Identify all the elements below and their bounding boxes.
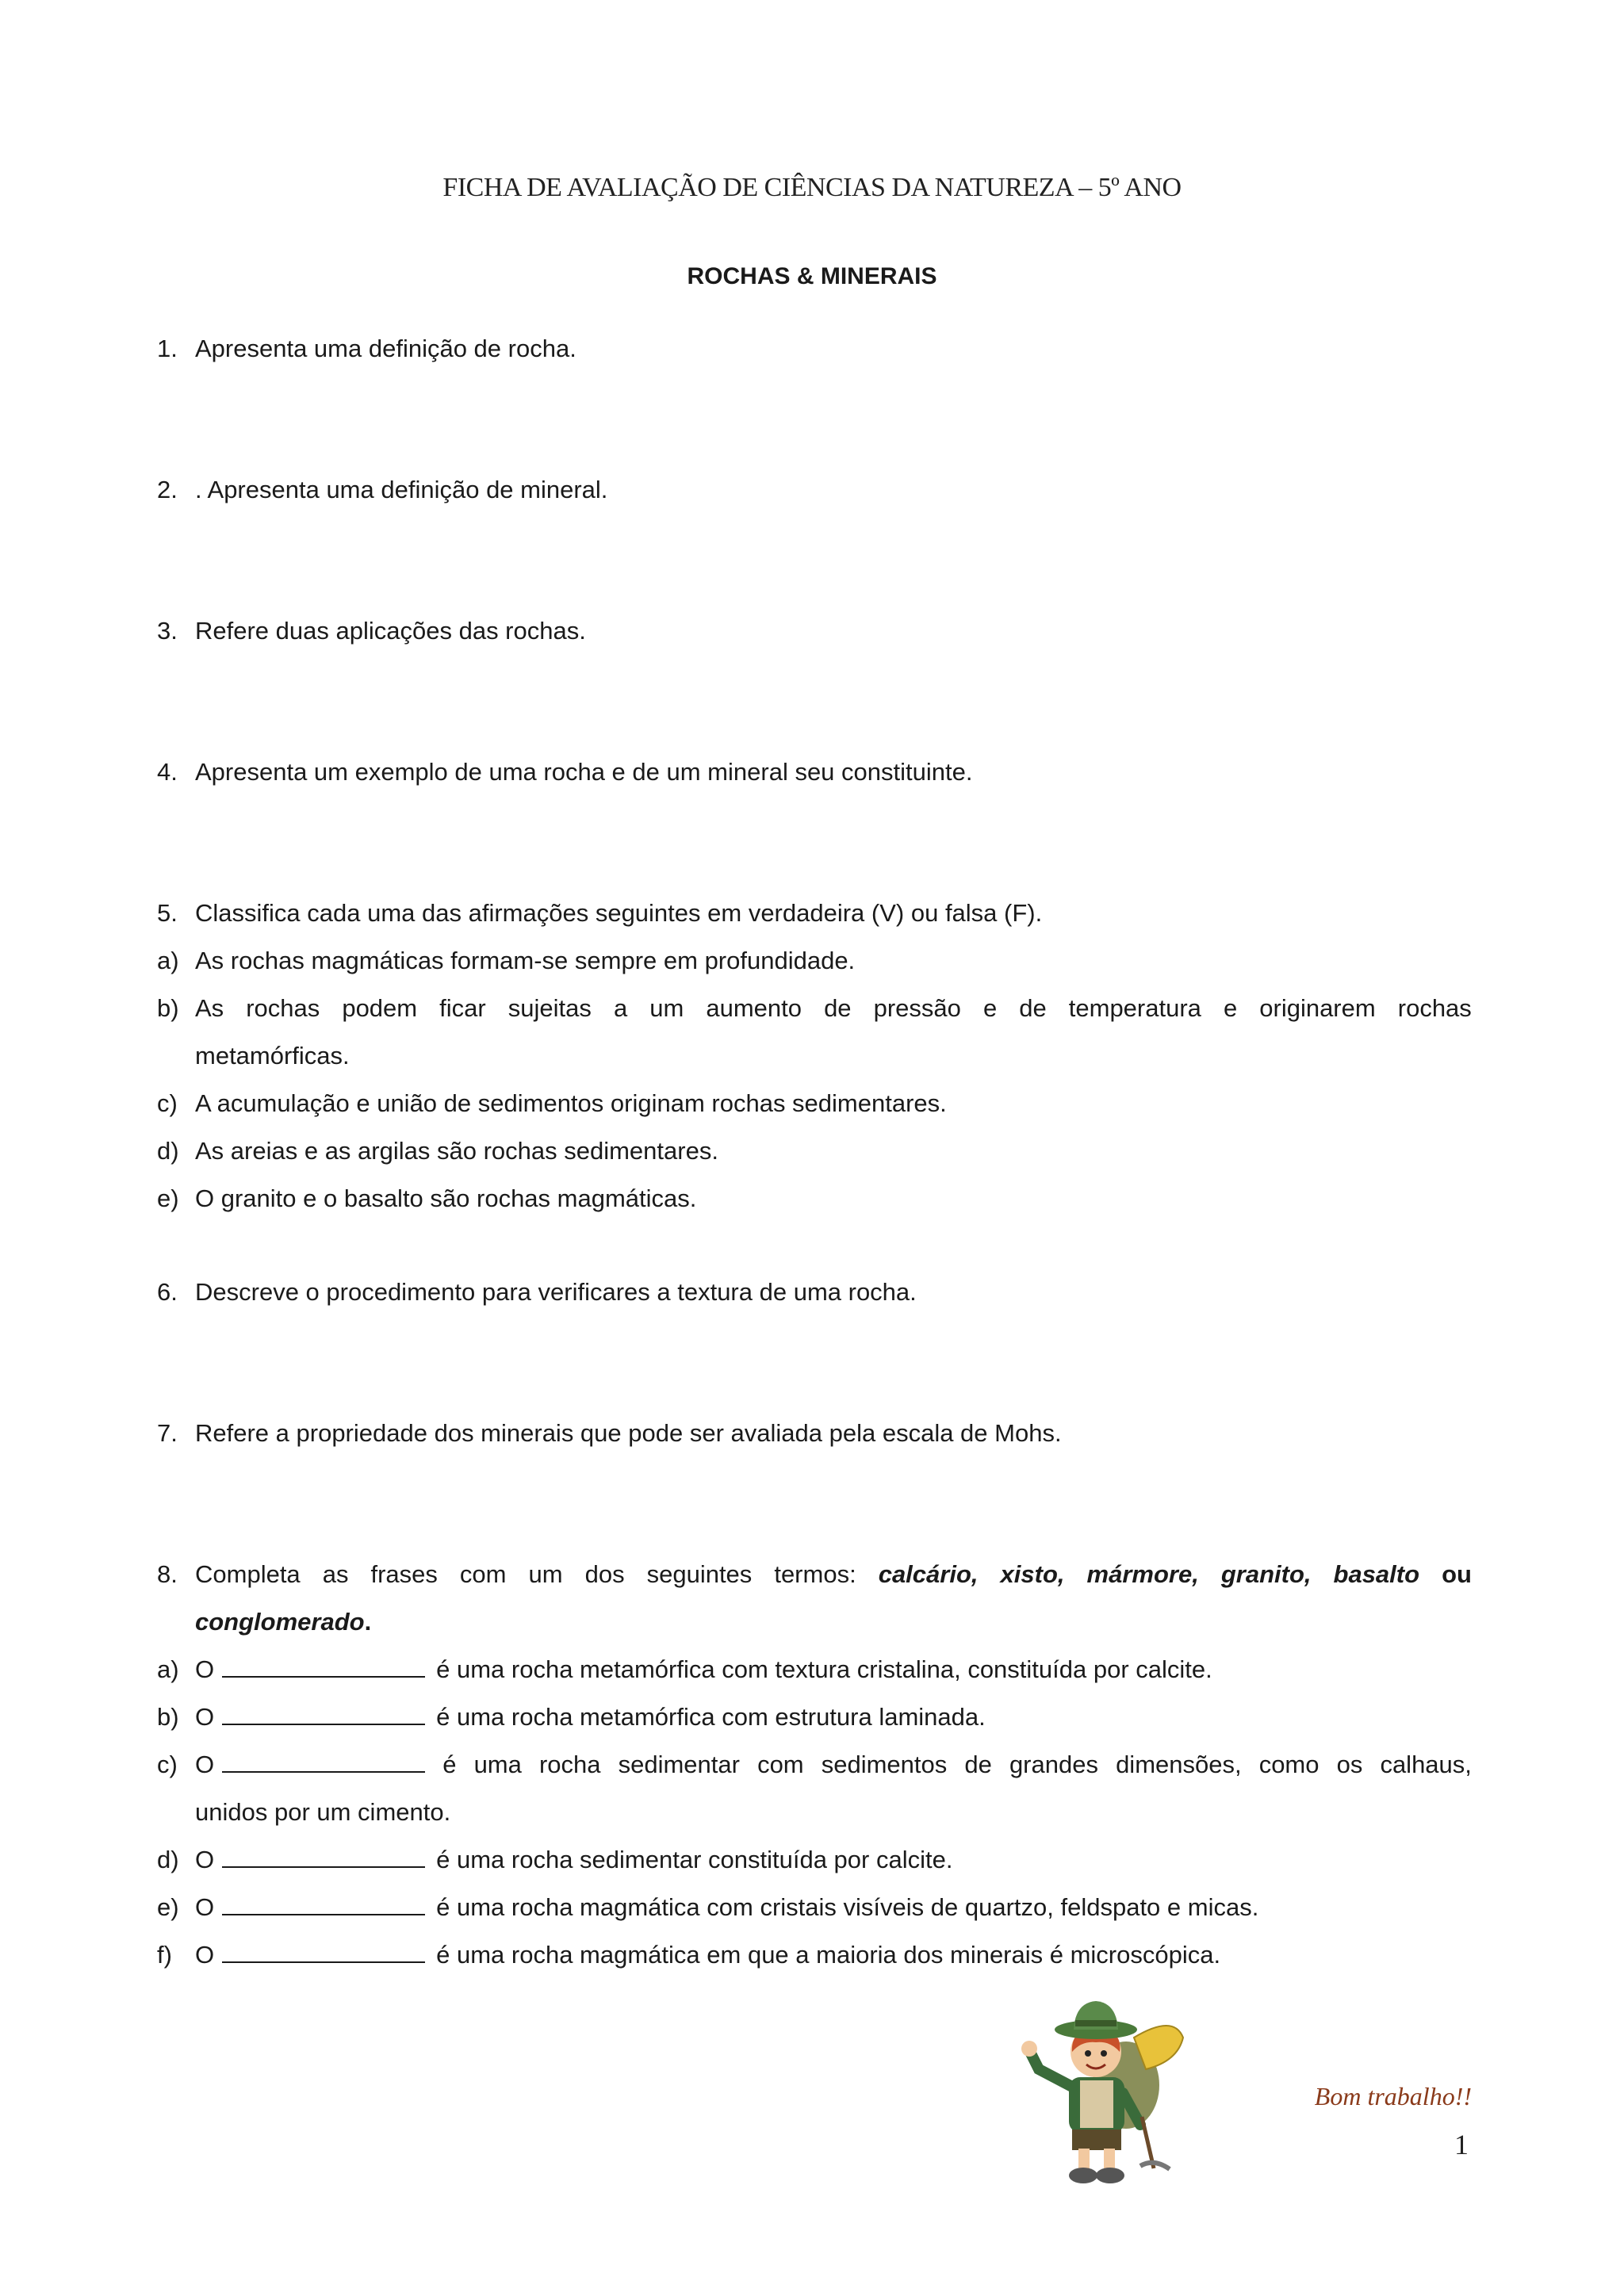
term: granito, <box>1220 1560 1312 1588</box>
sentence-text: unidos por um cimento. <box>195 1798 451 1826</box>
word: de <box>1019 994 1047 1022</box>
statement-text: O granito e o basalto são rochas magmáticas. <box>195 1184 697 1212</box>
sentence-text: é uma rocha metamórfica com estrutura laminada. <box>436 1703 986 1731</box>
article: O <box>195 1941 215 1969</box>
question-8-continued <box>195 1598 1472 1646</box>
answer-blank[interactable] <box>222 1652 425 1678</box>
word: os <box>1336 1751 1363 1778</box>
explorer-mascot-icon <box>1007 1982 1189 2188</box>
question-number: 3. <box>157 617 178 645</box>
article: O <box>195 1655 215 1683</box>
sentence-text <box>195 1741 1472 1789</box>
word <box>195 1741 425 1789</box>
statement-text: As areias e as argilas são rochas sedimentares. <box>195 1137 718 1165</box>
word: dos <box>584 1560 625 1588</box>
question-text: Refere duas aplicações das rochas. <box>195 617 586 645</box>
word: termos: <box>774 1560 856 1588</box>
question-number: 2. <box>157 476 178 503</box>
word: ficar <box>439 994 486 1022</box>
word: um <box>649 994 684 1022</box>
answer-blank[interactable] <box>222 1700 425 1725</box>
sentence-text: é uma rocha magmática em que a maioria dos minerais é microscópica. <box>436 1941 1221 1969</box>
article: O <box>195 1751 215 1778</box>
term: mármore, <box>1086 1560 1199 1588</box>
word: de <box>964 1751 992 1778</box>
answer-blank[interactable] <box>222 1843 425 1868</box>
question-number: 6. <box>157 1278 178 1306</box>
question-text: Refere a propriedade dos minerais que pode ser avaliada pela escala de Mohs. <box>195 1419 1062 1447</box>
word: como <box>1258 1751 1320 1778</box>
item-marker: d) <box>157 1846 179 1873</box>
question-8 <box>157 1551 1472 1598</box>
word: aumento <box>706 994 802 1022</box>
word: uma <box>473 1751 522 1778</box>
word: grandes <box>1009 1751 1098 1778</box>
word: sedimentar <box>618 1751 740 1778</box>
word: originarem <box>1259 994 1376 1022</box>
question-text: Classifica cada uma das afirmações seguintes em verdadeira (V) ou falsa (F). <box>195 899 1043 927</box>
word: sujeitas <box>508 994 592 1022</box>
question-text: Apresenta um exemplo de uma rocha e de um mineral seu constituinte. <box>195 758 973 786</box>
word: calhaus, <box>1380 1751 1472 1778</box>
word: As <box>195 994 224 1022</box>
term: basalto <box>1333 1560 1420 1588</box>
closing-message: Bom trabalho!! <box>1314 2082 1472 2110</box>
word: Completa <box>195 1560 301 1588</box>
page-number: 1 <box>1454 2129 1469 2160</box>
sentence-text: é uma rocha metamórfica com textura cristalina, constituída por calcite. <box>436 1655 1212 1683</box>
question-text: . Apresenta uma definição de mineral. <box>195 476 608 503</box>
item-marker: e) <box>157 1184 179 1212</box>
term: calcário, <box>878 1560 979 1588</box>
item-marker: a) <box>157 1655 179 1683</box>
answer-blank[interactable] <box>222 1747 425 1773</box>
sentence-text: é uma rocha magmática com cristais visíveis de quartzo, feldspato e micas. <box>436 1893 1259 1921</box>
question-number: 7. <box>157 1419 178 1447</box>
statement-d <box>157 1127 1472 1175</box>
question-text: Apresenta uma definição de rocha. <box>195 335 576 362</box>
word: e <box>982 994 998 1022</box>
question-6 <box>157 1269 1472 1316</box>
item-marker: f) <box>157 1941 172 1969</box>
word: rochas <box>1397 994 1472 1022</box>
sentence-a <box>157 1646 1472 1693</box>
article: O <box>195 1893 215 1921</box>
word: sedimentos <box>821 1751 948 1778</box>
statement-b <box>157 985 1472 1032</box>
sentence-d <box>157 1836 1472 1884</box>
word: seguintes <box>646 1560 753 1588</box>
sentence-e <box>157 1884 1472 1931</box>
sentence-c <box>157 1741 1472 1789</box>
question-1 <box>157 325 1472 373</box>
word: ou <box>1442 1560 1472 1588</box>
item-marker: b) <box>157 1703 179 1731</box>
sentence-c-continued <box>195 1789 1472 1836</box>
item-marker: a) <box>157 947 179 974</box>
statement-text: As rochas magmáticas formam-se sempre em profundidade. <box>195 947 856 974</box>
question-7 <box>157 1410 1472 1457</box>
term: conglomerado <box>195 1608 365 1636</box>
statement-text <box>195 985 1472 1032</box>
question-5 <box>157 890 1472 937</box>
question-text: Descreve o procedimento para verificares a textura de uma rocha. <box>195 1278 917 1306</box>
word: a <box>613 994 628 1022</box>
word: com <box>757 1751 804 1778</box>
period: . <box>364 1608 372 1636</box>
word: de <box>824 994 852 1022</box>
word: as <box>322 1560 349 1588</box>
item-marker: d) <box>157 1137 179 1165</box>
statement-a <box>157 937 1472 985</box>
word: rocha <box>538 1751 601 1778</box>
statement-b-continued <box>195 1032 1472 1080</box>
statement-text: A acumulação e união de sedimentos originam rochas sedimentares. <box>195 1089 947 1117</box>
word: um <box>528 1560 563 1588</box>
question-3 <box>157 607 1472 655</box>
answer-blank[interactable] <box>222 1938 425 1963</box>
article: O <box>195 1703 215 1731</box>
word: dimensões, <box>1116 1751 1242 1778</box>
sentence-text: é uma rocha sedimentar constituída por calcite. <box>436 1846 953 1873</box>
question-number: 8. <box>157 1560 178 1588</box>
page-title: FICHA DE AVALIAÇÃO DE CIÊNCIAS DA NATUREZA – 5º ANO <box>442 173 1182 202</box>
term: xisto, <box>1000 1560 1065 1588</box>
question-number: 5. <box>157 899 178 927</box>
question-text <box>195 1551 1472 1598</box>
word: rochas <box>246 994 320 1022</box>
worksheet-subtitle: ROCHAS & MINERAIS <box>687 263 937 289</box>
word: podem <box>342 994 418 1022</box>
word: com <box>459 1560 507 1588</box>
word: e <box>1223 994 1238 1022</box>
word: frases <box>370 1560 438 1588</box>
article: O <box>195 1846 215 1873</box>
statement-e <box>157 1175 1472 1223</box>
word: é <box>442 1751 457 1778</box>
word: temperatura <box>1068 994 1201 1022</box>
item-marker: e) <box>157 1893 179 1921</box>
item-marker: b) <box>157 994 179 1022</box>
question-4 <box>157 748 1472 796</box>
question-number: 1. <box>157 335 178 362</box>
sentence-b <box>157 1693 1472 1741</box>
item-marker: c) <box>157 1089 178 1117</box>
word: pressão <box>873 994 961 1022</box>
question-number: 4. <box>157 758 178 786</box>
item-marker: c) <box>157 1751 178 1778</box>
statement-c <box>157 1080 1472 1127</box>
answer-blank[interactable] <box>222 1890 425 1915</box>
sentence-f <box>157 1931 1472 1979</box>
statement-text: metamórficas. <box>195 1042 350 1070</box>
question-2 <box>157 466 1472 514</box>
